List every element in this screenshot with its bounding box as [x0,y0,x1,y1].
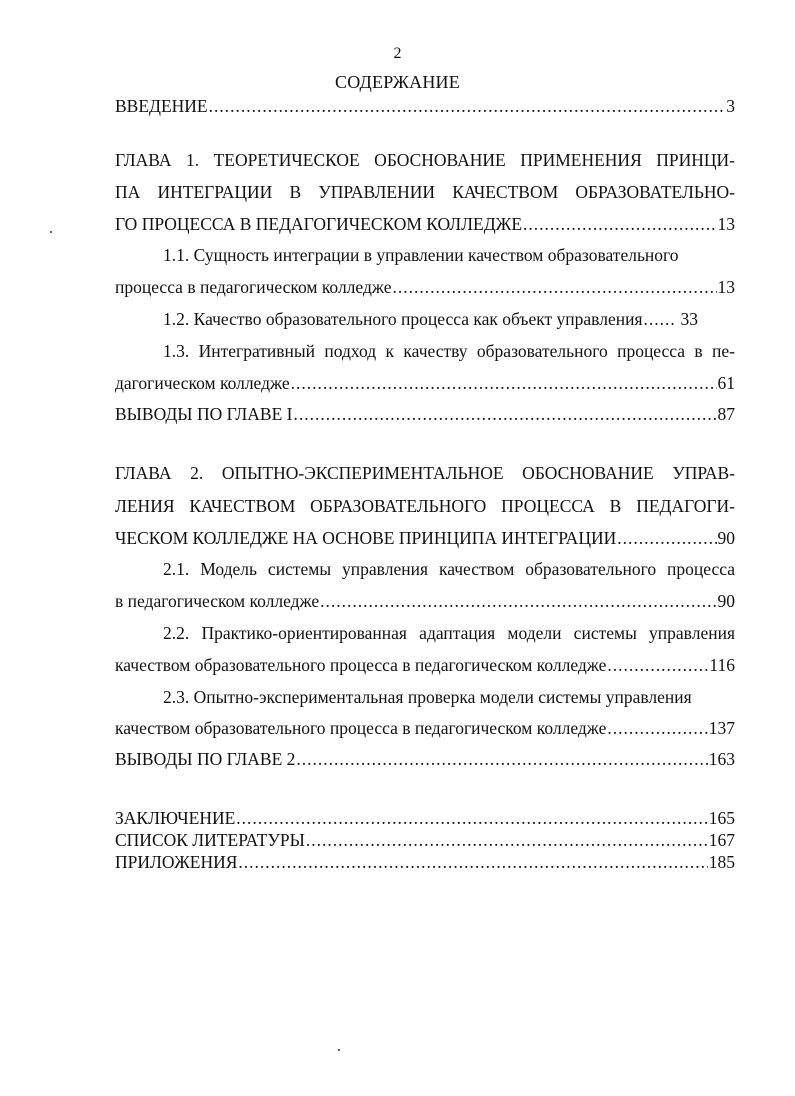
dot-leader [393,275,717,299]
section-1-1-line-2 [115,275,735,299]
entry-page: 90 [717,528,735,548]
dot-leader [238,852,707,873]
entry-page: 167 [708,830,735,850]
dot-leader [617,526,716,550]
entry-text: ГО ПРОЦЕССА В ПЕДАГОГИЧЕСКОМ КОЛЛЕДЖЕ [115,214,523,234]
scan-speck [50,231,52,233]
entry-page: 33 [680,309,698,329]
toc-entry-section-1-2[interactable] [163,307,728,331]
toc-entry-conclusions-1[interactable] [115,402,735,426]
entry-text: ВЫВОДЫ ПО ГЛАВЕ I [115,404,293,424]
toc-entry-conclusion[interactable] [115,808,735,829]
chapter-2-line-2: ЛЕНИЯ КАЧЕСТВОМ ОБРАЗОВАТЕЛЬНОГО ПРОЦЕССА В ПЕДАГОГИ- [115,496,735,516]
section-1-3-line-2 [115,371,735,395]
entry-text: ВВЕДЕНИЕ [115,96,208,116]
dot-leader [320,589,716,613]
toc-entry-intro[interactable] [115,94,735,118]
entry-page: 185 [708,852,735,872]
dot-leader [291,371,717,395]
dot-leader [523,212,716,236]
dot-leader [607,716,707,740]
entry-page: 90 [717,591,735,611]
chapter-1-line-2: ПА ИНТЕГРАЦИИ В УПРАВЛЕНИИ КАЧЕСТВОМ ОБРАЗОВАТЕЛЬНО- [115,182,735,202]
section-2-2-line-1: 2.2. Практико-ориентированная адаптация модели системы управления [163,623,735,643]
entry-page: 116 [709,655,735,675]
section-2-3-line-1: 2.3. Опытно-экспериментальная проверка модели системы управления [163,687,692,707]
entry-page: 165 [708,808,735,828]
entry-page: 137 [708,718,735,738]
entry-text: ЗАКЛЮЧЕНИЕ [115,808,236,828]
entry-text: ВЫВОДЫ ПО ГЛАВЕ 2 [115,749,296,769]
section-2-1-line-2 [115,589,735,613]
entry-text: качеством образовательного процесса в педагогическом колледже [115,655,607,675]
entry-page: 163 [708,749,735,769]
scan-speck [338,1049,340,1051]
dot-leader [644,307,674,331]
section-1-1-line-1: 1.1. Сущность интеграции в управлении качеством образовательного [163,245,679,265]
entry-text: в педагогическом колледже [115,591,320,611]
dot-leader [306,830,708,851]
chapter-2-line-1: ГЛАВА 2. ОПЫТНО-ЭКСПЕРИМЕНТАЛЬНОЕ ОБОСНОВАНИЕ УПРАВ- [115,463,735,483]
entry-text: 1.2. Качество образовательного процесса как объект управления [163,309,643,329]
entry-page: 13 [717,277,735,297]
entry-page: 87 [717,404,735,424]
page-number: 2 [393,45,402,62]
dot-leader [296,747,707,771]
toc-entry-conclusions-2[interactable] [115,747,735,771]
toc-entry-references[interactable] [115,830,735,851]
entry-page: 13 [717,214,735,234]
entry-text: дагогическом колледже [115,373,290,393]
chapter-1-line-1: ГЛАВА 1. ТЕОРЕТИЧЕСКОЕ ОБОСНОВАНИЕ ПРИМЕНЕНИЯ ПРИНЦИ- [115,150,735,170]
entry-text: ПРИЛОЖЕНИЯ [115,852,238,872]
section-1-3-line-1: 1.3. Интегративный подход к качеству образовательного процесса в пе- [163,341,735,361]
dot-leader [209,94,726,118]
chapter-2-line-3 [115,526,735,550]
entry-text: ЧЕСКОМ КОЛЛЕДЖЕ НА ОСНОВЕ ПРИНЦИПА ИНТЕГРАЦИИ [115,528,617,548]
entry-text: процесса в педагогическом колледже [115,277,392,297]
entry-page: 61 [717,373,735,393]
entry-text: качеством образовательного процесса в педагогическом колледже [115,718,607,738]
dot-leader [607,653,708,677]
dot-leader [293,402,716,426]
section-2-2-line-2 [115,653,735,677]
chapter-1-line-3 [115,212,735,236]
section-2-3-line-2 [115,716,735,740]
entry-text: СПИСОК ЛИТЕРАТУРЫ [115,830,305,850]
section-2-1-line-1: 2.1. Модель системы управления качеством образовательного процесса [163,559,735,579]
dot-leader [236,808,707,829]
toc-title: СОДЕРЖАНИЕ [335,72,460,92]
entry-page: 3 [726,96,735,116]
toc-entry-appendices[interactable] [115,852,735,873]
